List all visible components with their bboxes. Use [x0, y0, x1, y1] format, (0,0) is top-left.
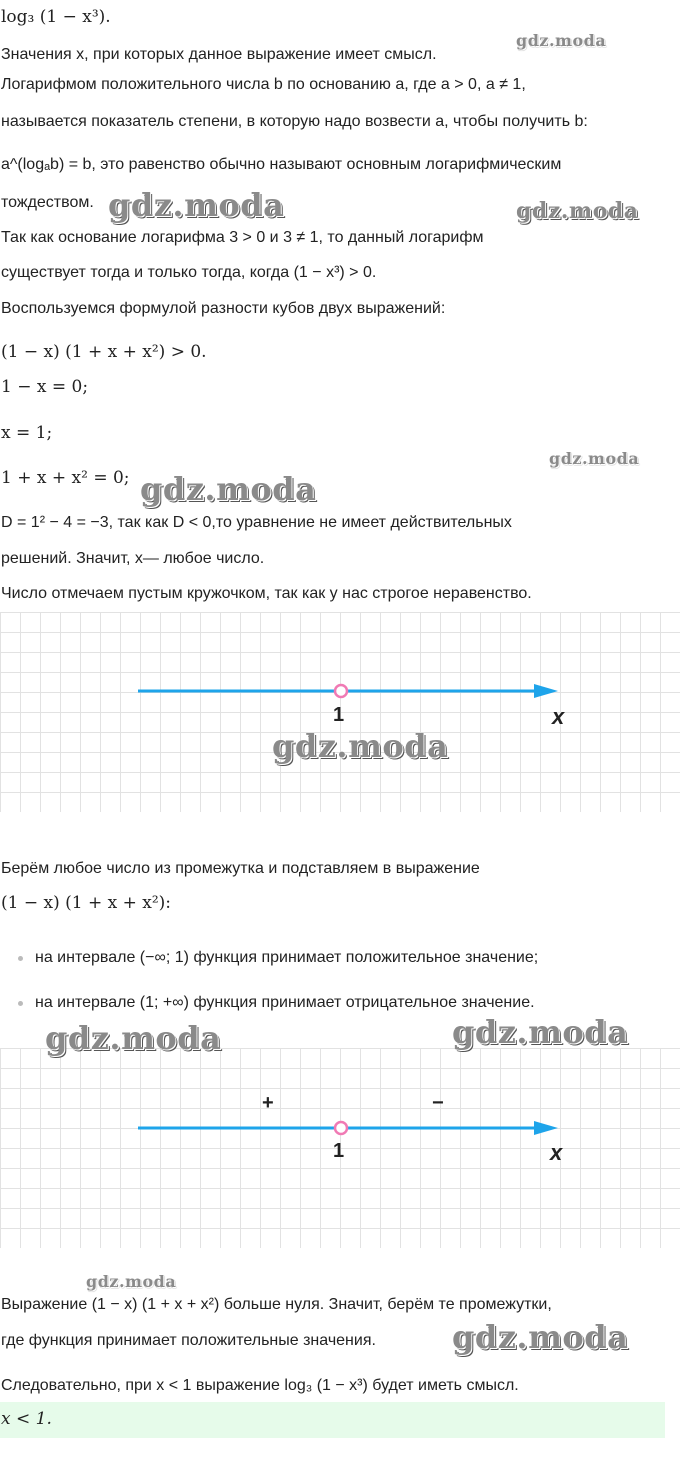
text-line: Воспользуемся формулой разности кубов двух выражений:: [1, 300, 446, 317]
watermark: gdz.moda: [516, 31, 607, 50]
expression-title: log₃ (1 − x³).: [1, 7, 111, 27]
answer-text: x < 1.: [1, 1409, 52, 1429]
text-line: существует тогда и только тогда, когда (1 − x³) > 0.: [1, 264, 377, 281]
list-item: на интервале (−∞; 1) функция принимает положительное значение;: [35, 949, 539, 966]
text-line: Выражение (1 − x) (1 + x + x²) больше нуля. Значит, берём те промежутки,: [1, 1296, 552, 1313]
point-label: 1: [333, 1140, 345, 1162]
watermark: gdz.moda: [108, 186, 285, 224]
open-point: [335, 685, 347, 697]
formula-line: x = 1;: [1, 423, 53, 443]
text-line: называется показатель степени, в которую надо возвести a, чтобы получить b:: [1, 113, 588, 130]
axis-arrow: [534, 1121, 558, 1135]
text-line: тождеством.: [1, 194, 94, 211]
text-line: Логарифмом положительного числа b по основанию a, где a > 0, a ≠ 1,: [1, 76, 526, 93]
text-line: Берём любое число из промежутка и подставляем в выражение: [1, 860, 480, 877]
watermark: gdz.moda: [549, 449, 640, 468]
minus-sign: −: [432, 1092, 444, 1114]
bullet: [18, 1001, 23, 1006]
text-line: Число отмечаем пустым кружочком, так как у нас строгое неравенство.: [1, 585, 532, 602]
text-line: D = 1² − 4 = −3, так как D < 0,то уравнение не имеет действительных: [1, 514, 512, 531]
watermark: gdz.moda: [45, 1019, 222, 1057]
axis-label: x: [550, 1140, 563, 1165]
list-item: на интервале (1; +∞) функция принимает отрицательное значение.: [35, 994, 535, 1011]
watermark: gdz.moda: [452, 1318, 629, 1356]
answer-box: [0, 1402, 665, 1438]
text-line: Следовательно, при x < 1 выражение log₃ (1 − x³) будет иметь смысл.: [1, 1377, 519, 1394]
formula-line: (1 − x) (1 + x + x²):: [1, 893, 172, 913]
formula-line: 1 + x + x² = 0;: [1, 468, 130, 488]
text-line: где функция принимает положительные значения.: [1, 1332, 376, 1349]
text-line: Значения x, при которых данное выражение имеет смысл.: [1, 46, 437, 63]
plus-sign: +: [262, 1092, 274, 1114]
watermark: gdz.moda: [452, 1013, 629, 1051]
formula-line: 1 − x = 0;: [1, 377, 89, 397]
text-line: Так как основание логарифма 3 > 0 и 3 ≠ 1, то данный логарифм: [1, 229, 484, 246]
watermark: gdz.moda: [272, 727, 449, 765]
axis-arrow: [534, 684, 558, 698]
watermark: gdz.moda: [140, 470, 317, 508]
number-line-diagram-1: [0, 612, 680, 812]
watermark: gdz.moda: [86, 1272, 177, 1291]
bullet: [18, 956, 23, 961]
text-line: решений. Значит, x— любое число.: [1, 550, 265, 567]
number-line-diagram-2: [0, 1048, 680, 1248]
point-label: 1: [333, 704, 345, 726]
formula-line: (1 − x) (1 + x + x²) > 0.: [1, 342, 207, 362]
axis-label: x: [552, 704, 565, 729]
open-point: [335, 1122, 347, 1134]
watermark: gdz.moda: [516, 198, 639, 224]
text-line: a^(logₐb) = b, это равенство обычно называют основным логарифмическим: [1, 156, 562, 173]
